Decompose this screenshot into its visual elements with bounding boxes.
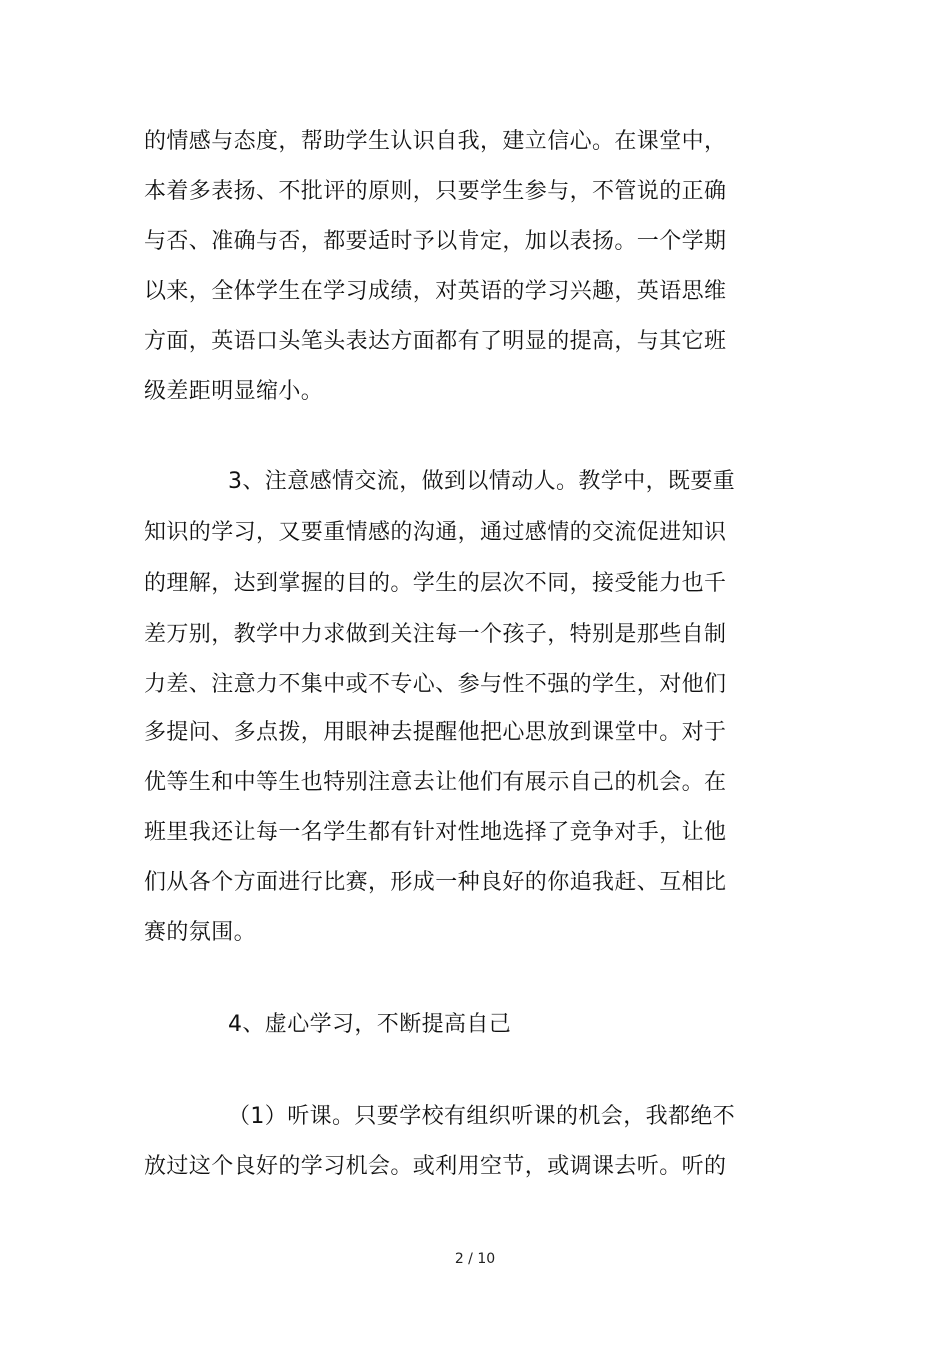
- paragraph-2-line-7: 优等生和中等生也特别注意去让他们有展示自己的机会。在: [144, 770, 727, 795]
- paragraph-2-line-9: 们从各个方面进行比赛，形成一种良好的你追我赶、互相比: [144, 870, 727, 895]
- paragraph-2-line-1: 3、注意感情交流，做到以情动人。教学中，既要重: [228, 469, 736, 494]
- paragraph-2-line-5: 力差、注意力不集中或不专心、参与性不强的学生，对他们: [144, 672, 727, 697]
- paragraph-2-line-8: 班里我还让每一名学生都有针对性地选择了竞争对手，让他: [144, 820, 727, 845]
- paragraph-1-line-4: 以来，全体学生在学习成绩，对英语的学习兴趣，英语思维: [144, 279, 727, 304]
- section-heading-4: 4、虚心学习，不断提高自己: [228, 1012, 512, 1037]
- paragraph-2-line-4: 差万别，教学中力求做到关注每一个孩子，特别是那些自制: [144, 622, 727, 647]
- paragraph-1-line-3: 与否、准确与否，都要适时予以肯定，加以表扬。一个学期: [144, 229, 727, 254]
- paragraph-2-line-2: 知识的学习，又要重情感的沟通，通过感情的交流促进知识: [144, 520, 727, 545]
- paragraph-2-line-3: 的理解，达到掌握的目的。学生的层次不同，接受能力也千: [144, 571, 727, 596]
- paragraph-1-line-1: 的情感与态度，帮助学生认识自我，建立信心。在课堂中，: [144, 129, 727, 154]
- paragraph-1-line-5: 方面，英语口头笔头表达方面都有了明显的提高，与其它班: [144, 329, 727, 354]
- page-number: 2 / 10: [454, 1251, 496, 1267]
- paragraph-4-line-2: 放过这个良好的学习机会。或利用空节，或调课去听。听的: [144, 1154, 727, 1179]
- paragraph-1-line-6: 级差距明显缩小。: [144, 379, 324, 404]
- paragraph-2-line-6: 多提问、多点拨，用眼神去提醒他把心思放到课堂中。对于: [144, 720, 727, 745]
- paragraph-4-line-1: （1）听课。只要学校有组织听课的机会，我都绝不: [228, 1104, 736, 1129]
- paragraph-1-line-2: 本着多表扬、不批评的原则，只要学生参与，不管说的正确: [144, 179, 727, 204]
- paragraph-2-line-10: 赛的氛围。: [144, 920, 257, 945]
